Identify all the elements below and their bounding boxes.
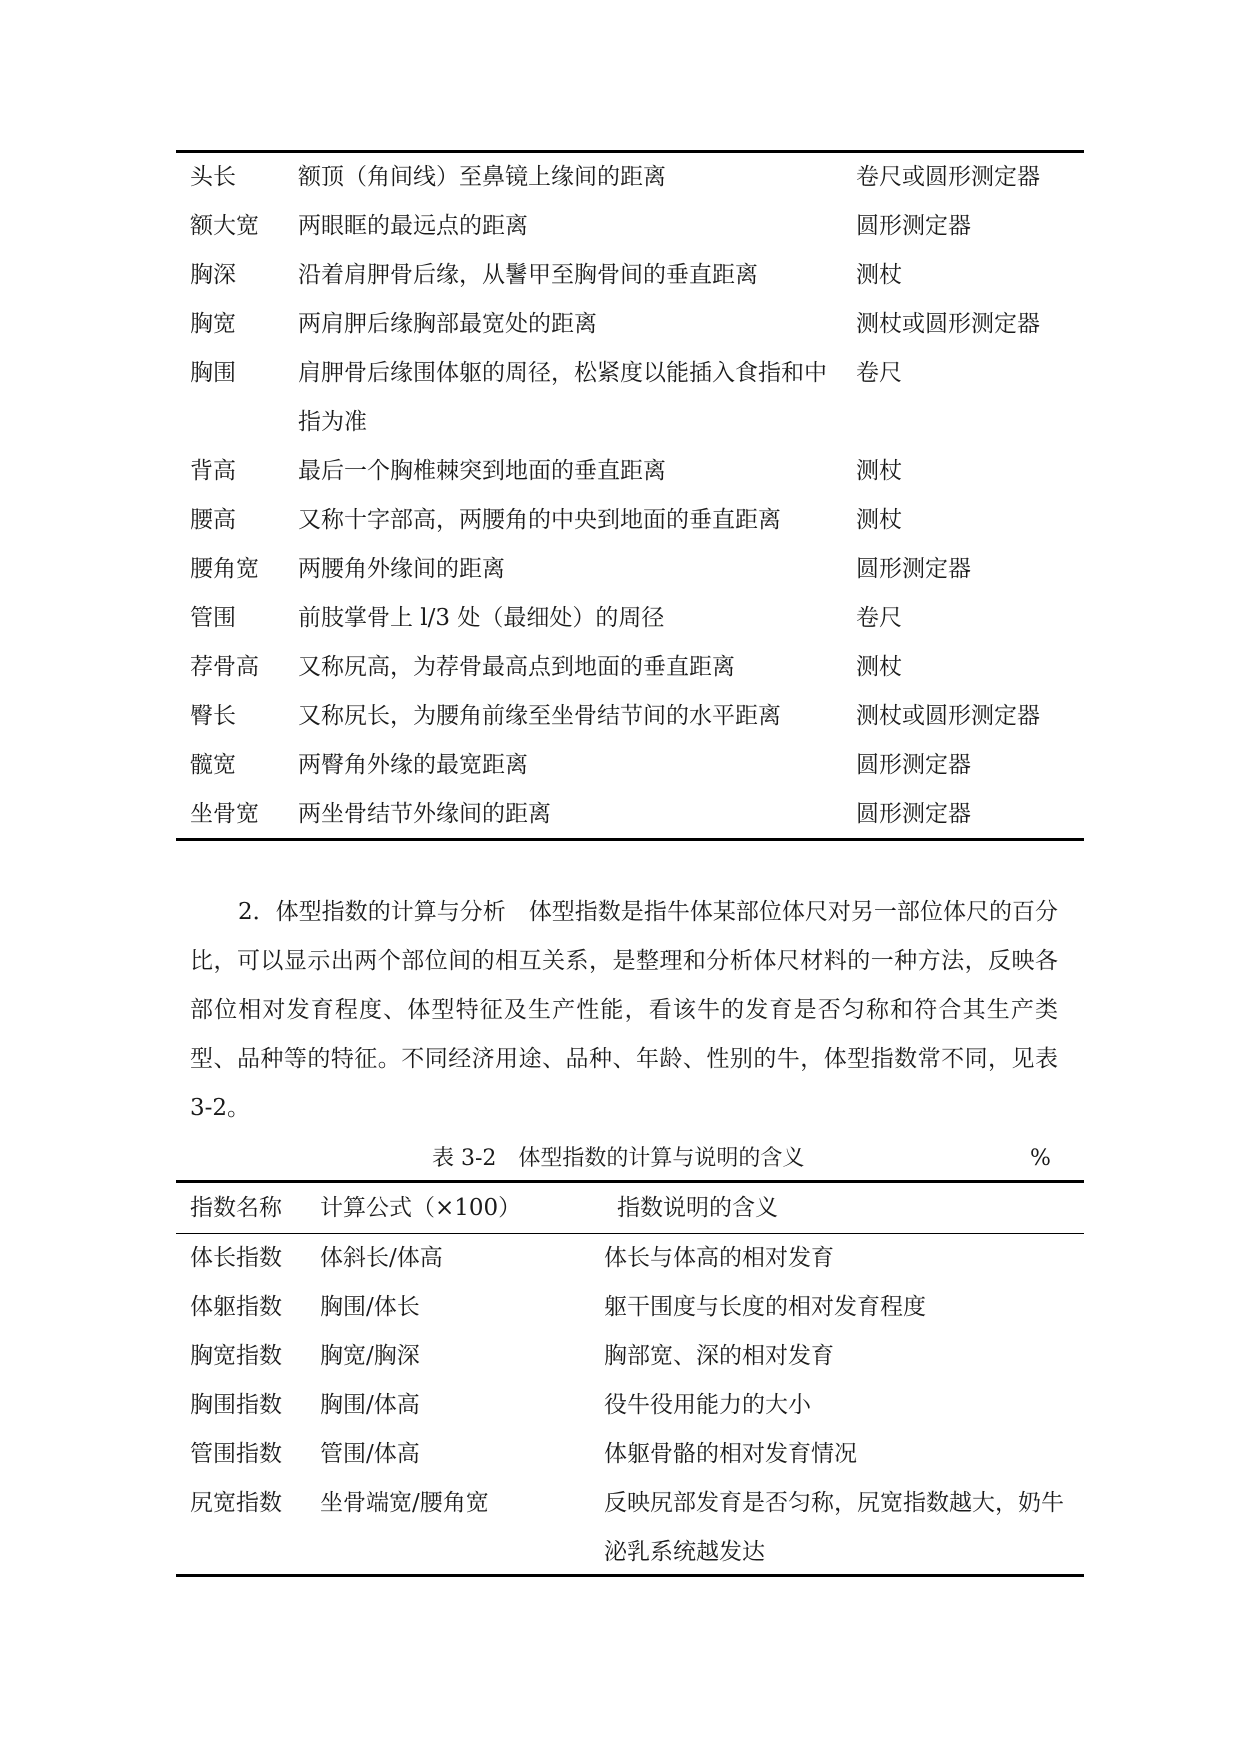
row-name: 胸宽 xyxy=(190,311,236,337)
row-tool: 测杖或圆形测定器 xyxy=(856,311,1040,337)
row-name: 臀长 xyxy=(190,703,236,729)
table1-bottom-rule xyxy=(176,838,1084,841)
row-name: 腰高 xyxy=(190,507,236,533)
row-desc: 反映尻部发育是否匀称，尻宽指数越大，奶牛泌乳系统越发达 xyxy=(604,1490,1064,1565)
row-name: 尻宽指数 xyxy=(190,1490,282,1516)
row-desc: 两腰角外缘间的距离 xyxy=(298,556,505,582)
row-name: 体长指数 xyxy=(190,1245,282,1271)
row-desc: 最后一个胸椎棘突到地面的垂直距离 xyxy=(298,458,666,484)
row-formula: 管围/体高 xyxy=(320,1441,420,1467)
table2-unit: % xyxy=(1030,1146,1051,1171)
row-tool: 测杖或圆形测定器 xyxy=(856,703,1040,729)
row-tool: 圆形测定器 xyxy=(856,213,971,239)
table2-header-rule xyxy=(176,1233,1084,1234)
row-tool: 测杖 xyxy=(856,458,902,484)
row-desc: 两眼眶的最远点的距离 xyxy=(298,213,528,239)
row-desc: 沿着肩胛骨后缘，从鬐甲至胸骨间的垂直距离 xyxy=(298,262,758,288)
body-paragraph: 2．体型指数的计算与分析 体型指数是指牛体某部位体尺对另一部位体尺的百分比，可以显示出两个部位间的相互关系，是整理和分析体尺材料的一种方法，反映各部位相对发育程度、体型特征及生产性能，看该牛的发育是否匀称和符合其生产类型、品种等的特征。不同经济用途、品种、年龄、性别的牛，体型指数常不同，见表 3-2。 xyxy=(190,899,1058,1121)
row-name: 胸围指数 xyxy=(190,1392,282,1418)
row-desc: 躯干围度与长度的相对发育程度 xyxy=(604,1294,926,1320)
row-formula: 坐骨端宽/腰角宽 xyxy=(320,1490,489,1516)
row-desc: 体长与体高的相对发育 xyxy=(604,1245,834,1271)
row-desc: 役牛役用能力的大小 xyxy=(604,1392,811,1418)
row-tool: 圆形测定器 xyxy=(856,752,971,778)
header-name: 指数名称 xyxy=(190,1195,282,1221)
row-formula: 胸围/体长 xyxy=(320,1294,420,1320)
table2-caption: 表 3-2 体型指数的计算与说明的含义 xyxy=(432,1146,805,1171)
row-name: 髋宽 xyxy=(190,752,236,778)
row-tool: 测杖 xyxy=(856,507,902,533)
row-tool: 测杖 xyxy=(856,262,902,288)
row-name: 腰角宽 xyxy=(190,556,259,582)
row-desc: 两坐骨结节外缘间的距离 xyxy=(298,801,551,827)
row-tool: 卷尺或圆形测定器 xyxy=(856,164,1040,190)
row-desc: 肩胛骨后缘围体躯的周径，松紧度以能插入食指和中指为准 xyxy=(298,360,827,435)
row-name: 胸围 xyxy=(190,360,236,386)
row-desc: 前肢掌骨上 l/3 处（最细处）的周径 xyxy=(298,605,665,631)
row-desc: 额顶（角间线）至鼻镜上缘间的距离 xyxy=(298,164,666,190)
row-tool: 圆形测定器 xyxy=(856,801,971,827)
header-formula: 计算公式（×100） xyxy=(320,1195,522,1221)
row-desc: 又称十字部高，两腰角的中央到地面的垂直距离 xyxy=(298,507,781,533)
row-desc: 胸部宽、深的相对发育 xyxy=(604,1343,834,1369)
row-name: 管围 xyxy=(190,605,236,631)
row-name: 管围指数 xyxy=(190,1441,282,1467)
row-desc: 体躯骨骼的相对发育情况 xyxy=(604,1441,857,1467)
row-name: 胸宽指数 xyxy=(190,1343,282,1369)
row-tool: 卷尺 xyxy=(856,360,902,386)
row-desc: 两肩胛后缘胸部最宽处的距离 xyxy=(298,311,597,337)
row-formula: 体斜长/体高 xyxy=(320,1245,443,1271)
row-formula: 胸围/体高 xyxy=(320,1392,420,1418)
header-desc: 指数说明的含义 xyxy=(617,1195,778,1221)
row-name: 荐骨高 xyxy=(190,654,259,680)
table1-top-rule xyxy=(176,150,1084,153)
row-name: 胸深 xyxy=(190,262,236,288)
row-desc: 两臀角外缘的最宽距离 xyxy=(298,752,528,778)
row-desc: 又称尻长，为腰角前缘至坐骨结节间的水平距离 xyxy=(298,703,781,729)
row-tool: 测杖 xyxy=(856,654,902,680)
row-desc: 又称尻高，为荐骨最高点到地面的垂直距离 xyxy=(298,654,735,680)
row-name: 坐骨宽 xyxy=(190,801,259,827)
row-tool: 卷尺 xyxy=(856,605,902,631)
row-name: 额大宽 xyxy=(190,213,259,239)
row-name: 背高 xyxy=(190,458,236,484)
row-name: 头长 xyxy=(190,164,236,190)
row-name: 体躯指数 xyxy=(190,1294,282,1320)
table2-top-rule xyxy=(176,1180,1084,1183)
row-formula: 胸宽/胸深 xyxy=(320,1343,420,1369)
table2-bottom-rule xyxy=(176,1574,1084,1577)
row-tool: 圆形测定器 xyxy=(856,556,971,582)
